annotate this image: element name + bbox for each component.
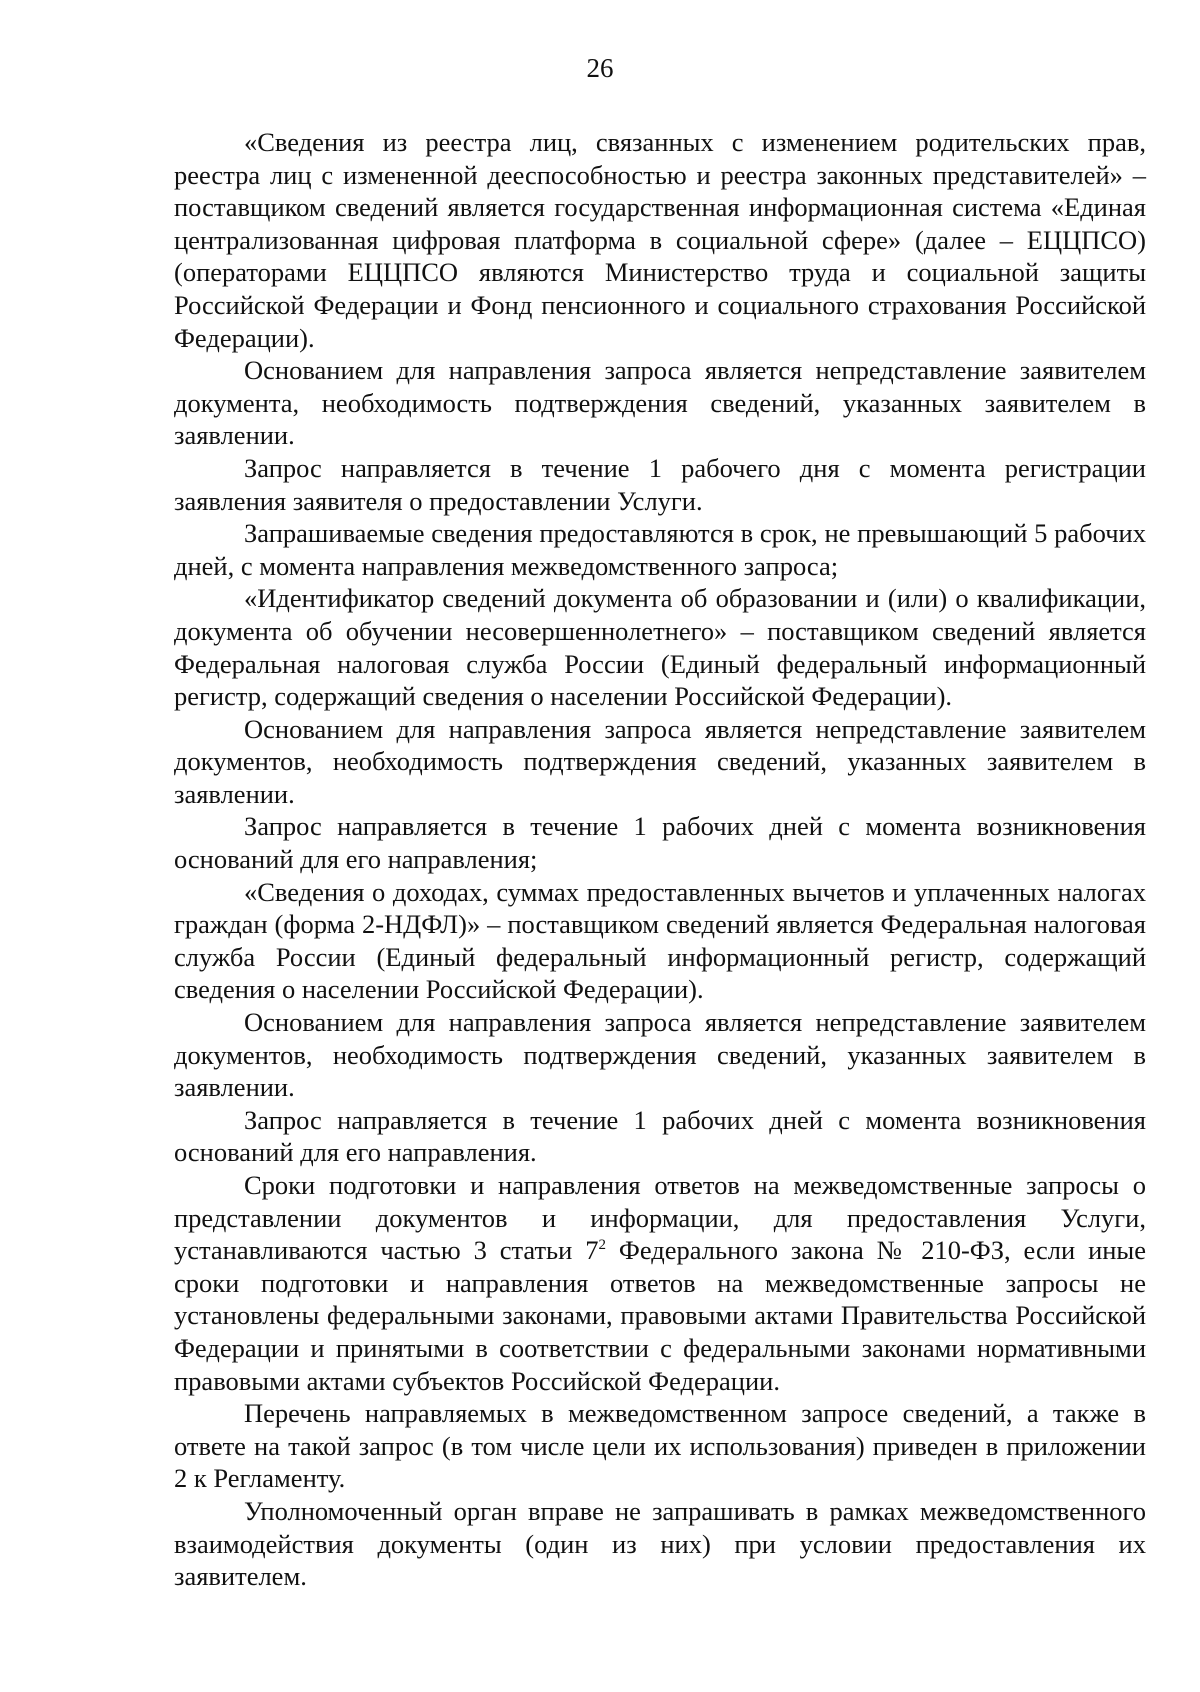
paragraph-request-basis-2: Основанием для направления запроса является непредставление заявителем документов, необходимость подтверждения сведений, указанных заявителем в заявлении. bbox=[174, 713, 1146, 809]
paragraph-request-timing-1: Запрос направляется в течение 1 рабочего дня с момента регистрации заявления заявителя о предоставлении Услуги. bbox=[174, 452, 1146, 516]
document-body bbox=[174, 126, 1146, 1593]
paragraph-request-timing-3: Запрос направляется в течение 1 рабочих дней с момента возникновения оснований для его направления. bbox=[174, 1104, 1146, 1168]
paragraph-legal-deadlines bbox=[174, 1169, 1146, 1397]
legal-deadlines-text-end: Федерального закона № 210-ФЗ, если иные сроки подготовки и направления ответов на межведомственные запросы не установлены федеральными законами, правовыми актами Правительства Российской Федерации и принятыми в соответствии с федеральными законами нормативными правовыми актами субъектов Российской Федерации. bbox=[174, 1235, 1146, 1396]
page-number: 26 bbox=[586, 53, 614, 83]
legal-deadlines-text-start: Сроки подготовки и направления ответов на межведомственные запросы о представлении документов и информации, для предоставления Услуги, устанавливаются частью 3 статьи 7 bbox=[174, 1170, 1146, 1266]
paragraph-income-info: «Сведения о доходах, суммах предоставленных вычетов и уплаченных налогах граждан (форма 2-НДФЛ)» – поставщиком сведений является Федеральная налоговая служба России (Единый федеральный информационный регистр, содержащий сведения о населении Российской Федерации). bbox=[174, 876, 1146, 1005]
paragraph-request-basis-1: Основанием для направления запроса является непредставление заявителем документа, необходимость подтверждения сведений, указанных заявителем в заявлении. bbox=[174, 355, 1146, 451]
paragraph-response-deadline: Запрашиваемые сведения предоставляются в срок, не превышающий 5 рабочих дней, с момента направления межведомственного запроса; bbox=[174, 518, 1146, 581]
paragraph-education-info: «Идентификатор сведений документа об образовании и (или) о квалификации, документа об обучении несовершеннолетнего» – поставщиком сведений является Федеральная налоговая служба России (Единый федеральный информационный регистр, содержащий сведения о населении Российской Федерации). bbox=[174, 583, 1146, 712]
paragraph-appendix-reference: Перечень направляемых в межведомственном запросе сведений, а также в ответе на такой запрос (в том числе цели их использования) приведен в приложении 2 к Регламенту. bbox=[174, 1398, 1146, 1494]
paragraph-registry-info: «Сведения из реестра лиц, связанных с изменением родительских прав, реестра лиц с измененной дееспособностью и реестра законных представителей» – поставщиком сведений является государственная информационная система «Единая централизованная цифровая платформа в социальной сфере» (далее – ЕЦЦПСО) (операторами ЕЦЦПСО являются Министерство труда и социальной защиты Российской Федерации и Фонд пенсионного и социального страхования Российской Федерации). bbox=[174, 127, 1146, 353]
article-superscript: 2 bbox=[598, 1237, 606, 1254]
paragraph-request-timing-2: Запрос направляется в течение 1 рабочих дней с момента возникновения оснований для его направления; bbox=[174, 811, 1146, 875]
paragraph-request-basis-3: Основанием для направления запроса является непредставление заявителем документов, необходимость подтверждения сведений, указанных заявителем в заявлении. bbox=[174, 1007, 1146, 1103]
paragraph-authority-right: Уполномоченный орган вправе не запрашивать в рамках межведомственного взаимодействия документы (один из них) при условии предоставления их заявителем. bbox=[174, 1495, 1146, 1592]
